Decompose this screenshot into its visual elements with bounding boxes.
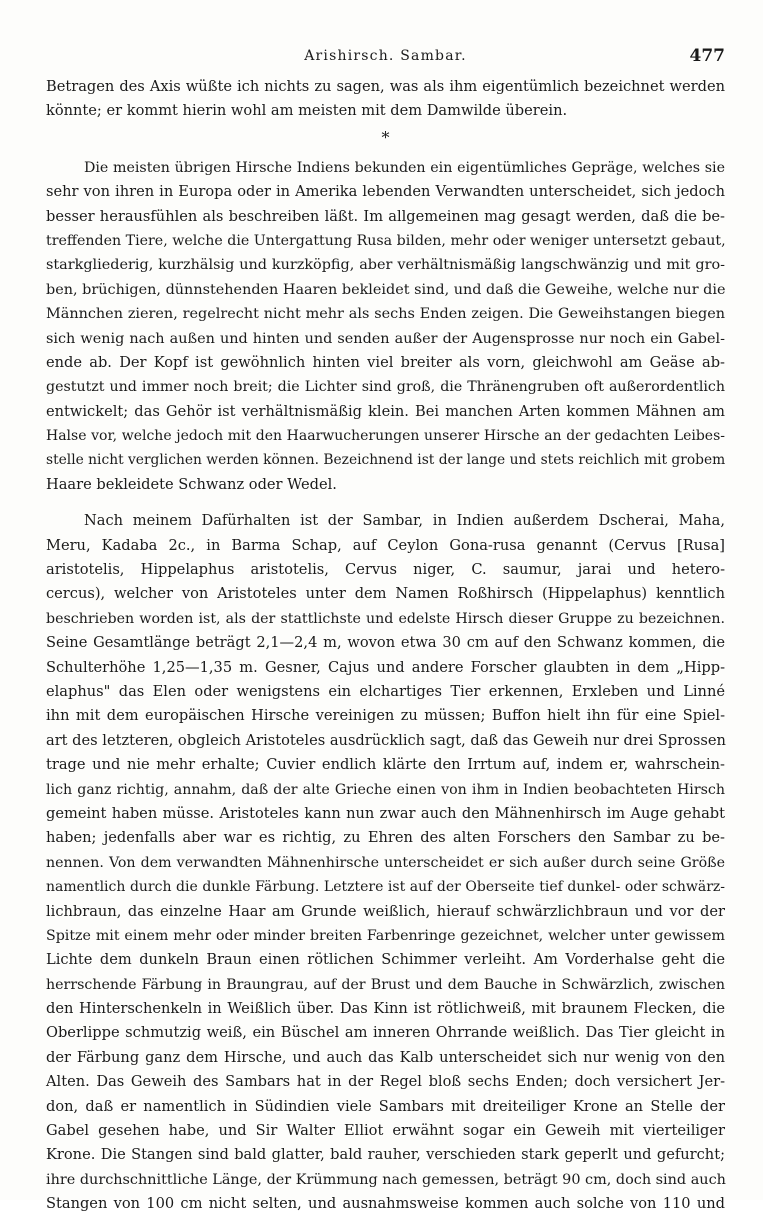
text-line: starkgliederig, kurzhälsig und kurzköpfig, aber verhältnismäßig langschwänzig und mit gro- (46, 257, 725, 274)
paragraph (46, 509, 725, 1216)
text-line: trage und nie mehr erhalte; Cuvier endlich klärte den Irrtum auf, indem er, wahrschein- (46, 756, 725, 774)
text-line: der Färbung ganz dem Hirsche, und auch das Kalb unterscheidet sich nur wenig von den (46, 1048, 725, 1066)
text-line: nennen. Von dem verwandten Mähnenhirsche unterscheidet er sich außer durch seine Größe (46, 854, 725, 871)
text-line: sehr von ihren in Europa oder in Amerika lebenden Verwandten unterscheidet, sich jedoch (46, 183, 725, 201)
text-line: aristotelis, Hippelaphus aristotelis, Cervus niger, C. saumur, jarai und hetero- (46, 561, 725, 579)
page-number: 477 (689, 46, 725, 66)
text-line: besser herausfühlen als beschreiben läßt. Im allgemeinen mag gesagt werden, daß die be- (46, 207, 725, 225)
text-line: Spitze mit einem mehr oder minder breiten Farbenringe gezeichnet, welcher unter gewissem (46, 927, 725, 944)
text-line: Haare bekleidete Schwanz oder Wedel. (46, 475, 337, 493)
body-text (46, 75, 725, 1217)
text-line: Männchen zieren, regelrecht nicht mehr als sechs Enden zeigen. Die Geweihstangen biegen (46, 306, 725, 323)
text-line: beschrieben worden ist, als der stattlichste und edelste Hirsch dieser Gruppe zu bezeichnen. (46, 610, 725, 627)
text-line: namentlich durch die dunkle Färbung. Letztere ist auf der Oberseite tief dunkel- oder schwärz- (46, 879, 725, 896)
paragraph (46, 75, 725, 124)
text-line: gestutzt und immer noch breit; die Lichter sind groß, die Thränengruben oft außerordentlich (46, 379, 725, 396)
text-line: Halse vor, welche jedoch mit den Haarwucherungen unserer Hirsche an der gedachten Leibes- (46, 428, 725, 445)
running-head: Arishirsch. Sambar. (304, 48, 467, 64)
text-line: art des letzteren, obgleich Aristoteles ausdrücklich sagt, daß das Geweih nur drei Sprossen (46, 731, 726, 749)
text-line: ihre durchschnittliche Länge, der Krümmung nach gemessen, beträgt 90 cm, doch sind auch (46, 1171, 726, 1188)
text-line: Meru, Kadaba 2c., in Barma Schap, auf Ceylon Gona-rusa genannt (Cervus [Rusa] (46, 536, 725, 554)
text-line: den Hinterschenkeln in Weißlich über. Das Kinn ist rötlichweiß, mit braunem Flecken, die (46, 1000, 725, 1018)
text-line: elaphus" das Elen oder wenigstens ein elchartiges Tier erkennen, Erxleben und Linné (46, 682, 725, 700)
text-line: Oberlippe schmutzig weiß, ein Büschel am inneren Ohrrande weißlich. Das Tier gleicht in (46, 1024, 725, 1042)
text-line: haben; jedenfalls aber war es richtig, zu Ehren des alten Forschers den Sambar zu be- (46, 829, 725, 847)
section-separator: * (381, 127, 390, 147)
text-line: könnte; er kommt hierin wohl am meisten mit dem Damwilde überein. (46, 102, 568, 120)
text-line: lich ganz richtig, annahm, daß der alte Grieche einen von ihm in Indien beobachteten Hirsch (46, 781, 725, 798)
text-line: Schulterhöhe 1,25—1,35 m. Gesner, Cajus und andere Forscher glaubten in dem „Hipp- (46, 658, 725, 676)
paragraph (46, 156, 725, 497)
text-line: ende ab. Der Kopf ist gewöhnlich hinten viel breiter als vorn, gleichwohl am Geäse ab- (46, 353, 725, 371)
text-line: gemeint haben müsse. Aristoteles kann nun zwar auch den Mähnenhirsch im Auge gehabt (46, 804, 725, 822)
text-line: Nach meinem Dafürhalten ist der Sambar, in Indien außerdem Dscherai, Maha, (84, 512, 725, 530)
text-line: sich wenig nach außen und hinten und senden außer der Augensprosse nur noch ein Gabel- (46, 330, 725, 347)
text-line: Betragen des Axis wüßte ich nichts zu sagen, was als ihm eigentümlich bezeichnet werden (46, 78, 725, 95)
text-line: ben, brüchigen, dünnstehenden Haaren bekleidet sind, und daß die Geweihe, welche nur die (46, 281, 726, 298)
text-line: ihn mit dem europäischen Hirsche vereinigen zu müssen; Buffon hielt ihn für eine Spiel- (46, 707, 725, 725)
text-line: Stangen von 100 cm nicht selten, und ausnahmsweise kommen auch solche von 110 und (46, 1195, 725, 1213)
page-header (46, 46, 725, 68)
text-line: Lichte dem dunkeln Braun einen rötlichen Schimmer verleiht. Am Vorderhalse geht die (46, 951, 725, 969)
text-line: Seine Gesamtlänge beträgt 2,1—2,4 m, wovon etwa 30 cm auf den Schwanz kommen, die (46, 634, 725, 652)
text-line: don, daß er namentlich in Südindien viele Sambars mit dreiteiliger Krone an Stelle der (46, 1097, 725, 1115)
text-line: entwickelt; das Gehör ist verhältnismäßig klein. Bei manchen Arten kommen Mähnen am (46, 402, 725, 420)
text-line: lichbraun, das einzelne Haar am Grunde weißlich, hierauf schwärzlichbraun und vor der (46, 902, 725, 920)
text-line: Alten. Das Geweih des Sambars hat in der Regel bloß sechs Enden; doch versichert Jer- (46, 1073, 725, 1091)
text-line: stelle nicht verglichen werden können. Bezeichnend ist der lange und stets reichlich mit grobem (46, 452, 726, 469)
text-line: Die meisten übrigen Hirsche Indiens bekunden ein eigentümliches Gepräge, welches sie (84, 159, 725, 176)
text-line: cercus), welcher von Aristoteles unter dem Namen Roßhirsch (Hippelaphus) kenntlich (46, 585, 725, 603)
text-line: treffenden Tiere, welche die Untergattung Rusa bilden, mehr oder weniger untersetzt gebaut, (46, 232, 726, 249)
text-line: Krone. Die Stangen sind bald glatter, bald rauher, verschieden stark geperlt und gefurcht; (46, 1146, 725, 1164)
text-line: herrschende Färbung in Braungrau, auf der Brust und dem Bauche in Schwärzlich, zwischen (46, 976, 725, 993)
text-line: Gabel gesehen habe, und Sir Walter Elliot erwähnt sogar ein Geweih mit vierteiliger (46, 1122, 725, 1140)
